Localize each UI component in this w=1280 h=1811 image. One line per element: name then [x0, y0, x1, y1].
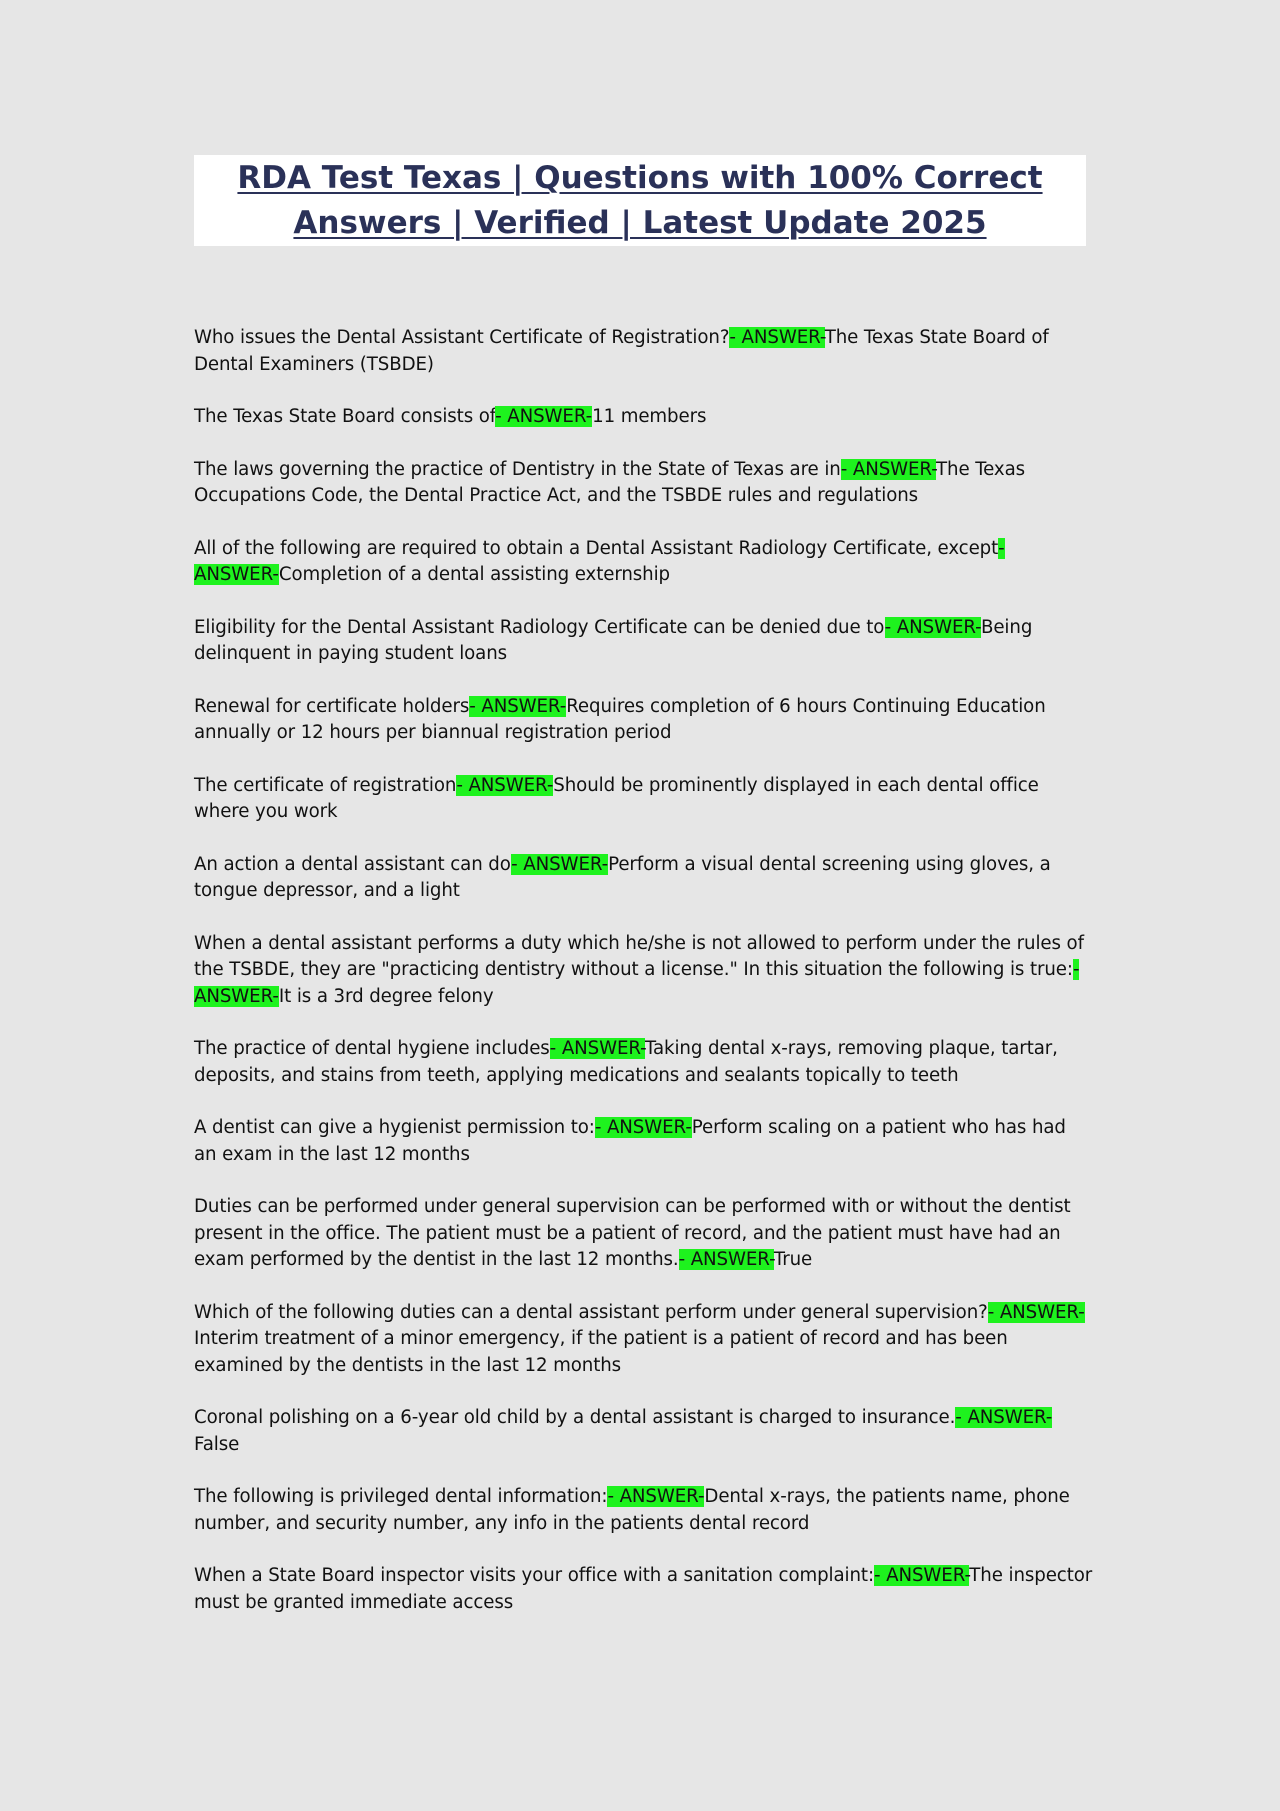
question-text: The following is privileged dental information:	[194, 1486, 608, 1507]
answer-text: The inspector must be granted immediate access	[194, 1565, 1093, 1613]
answer-marker: - ANSWER-	[194, 537, 1005, 585]
answer-text: Taking dental x-rays, removing plaque, tartar, deposits, and stains from teeth, applying medications and sealants topically to teeth	[194, 1038, 1058, 1086]
answer-marker: - ANSWER-	[884, 616, 981, 638]
qa-item	[194, 1405, 1094, 1458]
qa-item	[194, 536, 1094, 589]
answer-text: The Texas Occupations Code, the Dental Practice Act, and the TSBDE rules and regulations	[194, 458, 1025, 506]
qa-item	[194, 852, 1094, 905]
question-text: An action a dental assistant can do	[194, 853, 512, 875]
answer-marker: - ANSWER-	[194, 959, 1080, 1007]
question-text: All of the following are required to obtain a Dental Assistant Radiology Certificate, except	[194, 537, 999, 559]
qa-item	[194, 694, 1094, 747]
qa-item	[194, 615, 1094, 668]
qa-item	[194, 1115, 1094, 1168]
title-box	[194, 155, 1086, 246]
answer-marker: - ANSWER-	[495, 406, 593, 427]
answer-text: Completion of a dental assisting externship	[278, 564, 671, 585]
qa-item	[194, 773, 1094, 826]
question-text: The laws governing the practice of Dentistry in the State of Texas are in	[194, 458, 841, 480]
qa-item	[194, 1484, 1094, 1537]
question-text: Who issues the Dental Assistant Certificate of Registration?	[194, 327, 730, 348]
page-title: RDA Test Texas | Questions with 100% Correct Answers | Verified | Latest Update 2025	[237, 159, 1043, 241]
question-text: A dentist can give a hygienist permission to:	[194, 1117, 595, 1138]
answer-text: It is a 3rd degree felony	[278, 985, 494, 1007]
answer-text: True	[773, 1249, 813, 1270]
qa-item	[194, 931, 1094, 1011]
answer-text: Requires completion of 6 hours Continuing Education annually or 12 hours per biannual registration period	[194, 695, 1046, 743]
question-text: The practice of dental hygiene includes	[194, 1038, 550, 1059]
answer-marker: - ANSWER-	[955, 1407, 1053, 1428]
qa-item	[194, 404, 1094, 431]
question-text: When a State Board inspector visits your office with a sanitation complaint:	[194, 1565, 874, 1586]
question-text: Duties can be performed under general supervision can be performed with or without the dentist present in the office. The patient must be a patient of record, and the patient must have had an exam performed by the dentist in the last 12 months.	[194, 1196, 1071, 1270]
answer-marker: - ANSWER-	[987, 1301, 1085, 1323]
answer-marker: - ANSWER-	[678, 1249, 774, 1270]
question-text: The Texas State Board consists of	[194, 406, 496, 427]
qa-item	[194, 1194, 1094, 1274]
answer-marker: - ANSWER-	[594, 1117, 692, 1138]
answer-text: Perform a visual dental screening using gloves, a tongue depressor, and a light	[194, 853, 1051, 901]
answer-marker: - ANSWER-	[607, 1486, 705, 1507]
answer-text: False	[194, 1433, 240, 1455]
question-text: The certificate of registration	[194, 774, 457, 796]
answer-text: Perform scaling on a patient who has had an exam in the last 12 months	[194, 1117, 1066, 1165]
answer-marker: - ANSWER-	[549, 1038, 645, 1059]
question-text: Which of the following duties can a dental assistant perform under general supervision?	[194, 1301, 988, 1323]
answer-marker: - ANSWER-	[511, 853, 609, 875]
question-text: When a dental assistant performs a duty which he/she is not allowed to perform under the rules of the TSBDE, they are "practicing dentistry without a license." In this situation the following is true:	[194, 932, 1084, 980]
qa-item	[194, 325, 1094, 378]
answer-text: Being delinquent in paying student loans	[194, 616, 1033, 664]
qa-item	[194, 1563, 1094, 1616]
qa-list	[194, 325, 1094, 1642]
answer-text: Should be prominently displayed in each dental office where you work	[194, 774, 1039, 822]
answer-marker: - ANSWER-	[873, 1565, 970, 1586]
answer-marker: - ANSWER-	[729, 327, 825, 348]
answer-marker: - ANSWER-	[469, 695, 567, 717]
question-text: Coronal polishing on a 6-year old child by a dental assistant is charged to insurance.	[194, 1407, 956, 1428]
question-text: Renewal for certificate holders	[194, 695, 470, 717]
qa-item	[194, 1036, 1094, 1089]
answer-text: The Texas State Board of Dental Examiners (TSBDE)	[194, 327, 1049, 375]
answer-text: Interim treatment of a minor emergency, if the patient is a patient of record and has been examined by the dentists in the last 12 months	[194, 1328, 1008, 1376]
question-text: Eligibility for the Dental Assistant Radiology Certificate can be denied due to	[194, 616, 885, 638]
answer-text: Dental x-rays, the patients name, phone number, and security number, any info in the patients dental record	[194, 1486, 1070, 1534]
answer-marker: - ANSWER-	[456, 774, 554, 796]
qa-item	[194, 1300, 1094, 1380]
answer-text: 11 members	[592, 406, 707, 427]
answer-marker: - ANSWER-	[840, 458, 937, 480]
qa-item	[194, 457, 1094, 510]
